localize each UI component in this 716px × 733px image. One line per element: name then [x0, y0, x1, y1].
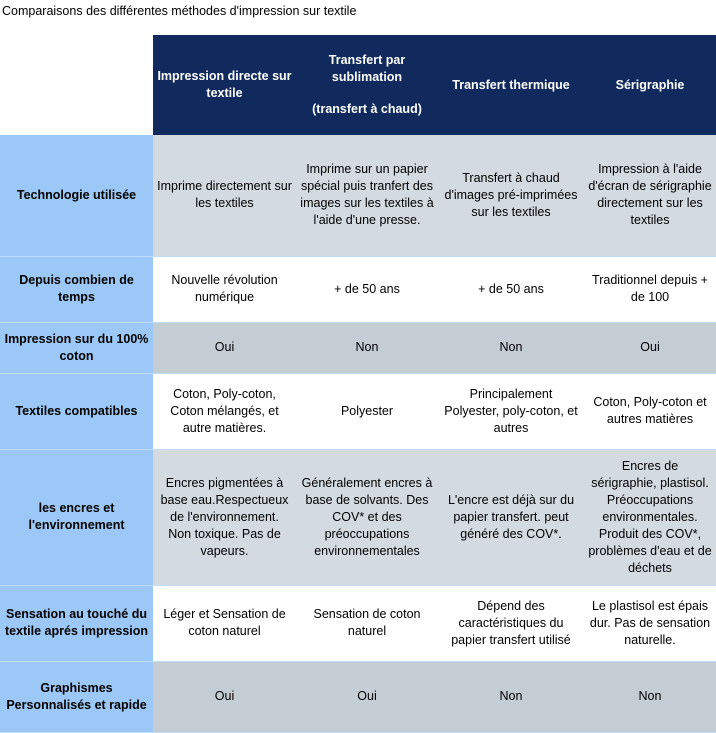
table-cell: Impression à l'aide d'écran de sérigraphie directement sur les textiles — [584, 135, 716, 256]
table-cell: Encres de sérigraphie, plastisol. Préoccupations environmentales. Produit des COV*, problèmes d'eau et de déchets — [584, 449, 716, 585]
column-header-serigraphie — [584, 35, 716, 135]
table-cell: Léger et Sensation de coton naturel — [153, 585, 296, 661]
table-cell: Non — [438, 661, 584, 732]
table-cell: Coton, Poly-coton, Coton mélangés, et autre matières. — [153, 373, 296, 449]
table-cell: Non — [296, 322, 438, 373]
table-cell: Le plastisol est épais dur. Pas de sensation naturelle. — [584, 585, 716, 661]
table-cell: Encres pigmentées à base eau.Respectueux de l'environnement. Non toxique. Pas de vapeurs. — [153, 449, 296, 585]
column-header-label: Transfert thermique — [452, 77, 570, 92]
table-cell: Traditionnel depuis + de 100 — [584, 256, 716, 322]
column-header-label: Impression directe sur textile — [157, 69, 292, 100]
table-cell: Non — [584, 661, 716, 732]
table-cell: + de 50 ans — [438, 256, 584, 322]
row-header: Technologie utilisée — [0, 135, 153, 256]
column-header-direct — [153, 35, 296, 135]
table-row — [0, 661, 716, 732]
column-header-sublabel: (transfert à chaud) — [312, 102, 422, 116]
table-cell: Imprime sur un papier spécial puis tranfert des images sur les textiles à l'aide d'une presse. — [296, 135, 438, 256]
row-header: Sensation au touché du textile aprés impression — [0, 585, 153, 661]
table-row — [0, 585, 716, 661]
table-cell: Polyester — [296, 373, 438, 449]
comparison-table — [0, 35, 716, 733]
table-cell: Nouvelle révolution numérique — [153, 256, 296, 322]
table-cell: Oui — [584, 322, 716, 373]
row-header: Impression sur du 100% coton — [0, 322, 153, 373]
column-header-label: Sérigraphie — [615, 77, 685, 92]
table-cell: Principalement Polyester, poly-coton, et autres — [438, 373, 584, 449]
table-cell: Coton, Poly-coton et autres matières — [584, 373, 716, 449]
table-cell: Dépend des caractéristiques du papier transfert utilisé — [438, 585, 584, 661]
table-cell: Sensation de coton naturel — [296, 585, 438, 661]
row-header: Textiles compatibles — [0, 373, 153, 449]
table-row — [0, 373, 716, 449]
table-cell: L'encre est déjà sur du papier transfert. peut généré des COV*. — [438, 449, 584, 585]
table-cell: + de 50 ans — [296, 256, 438, 322]
column-header-thermique — [438, 35, 584, 135]
table-cell: Oui — [153, 322, 296, 373]
table-row — [0, 135, 716, 256]
table-cell: Non — [438, 322, 584, 373]
row-header: Depuis combien de temps — [0, 256, 153, 322]
header-row — [0, 35, 716, 135]
table-cell: Transfert à chaud d'images pré-imprimées sur les textiles — [438, 135, 584, 256]
column-header-label: Transfert par sublimation — [328, 53, 406, 84]
table-cell: Imprime directement sur les textiles — [153, 135, 296, 256]
header-corner — [0, 35, 153, 135]
table-cell: Oui — [153, 661, 296, 732]
row-header: les encres et l'environnement — [0, 449, 153, 585]
row-header: Graphismes Personnalisés et rapide — [0, 661, 153, 732]
table-cell: Oui — [296, 661, 438, 732]
table-row — [0, 322, 716, 373]
page-title: Comparaisons des différentes méthodes d'impression sur textile — [2, 4, 357, 18]
table-row — [0, 449, 716, 585]
column-header-sublimation — [296, 35, 438, 135]
table-row — [0, 256, 716, 322]
table-cell: Généralement encres à base de solvants. Des COV* et des préoccupations environnementales — [296, 449, 438, 585]
